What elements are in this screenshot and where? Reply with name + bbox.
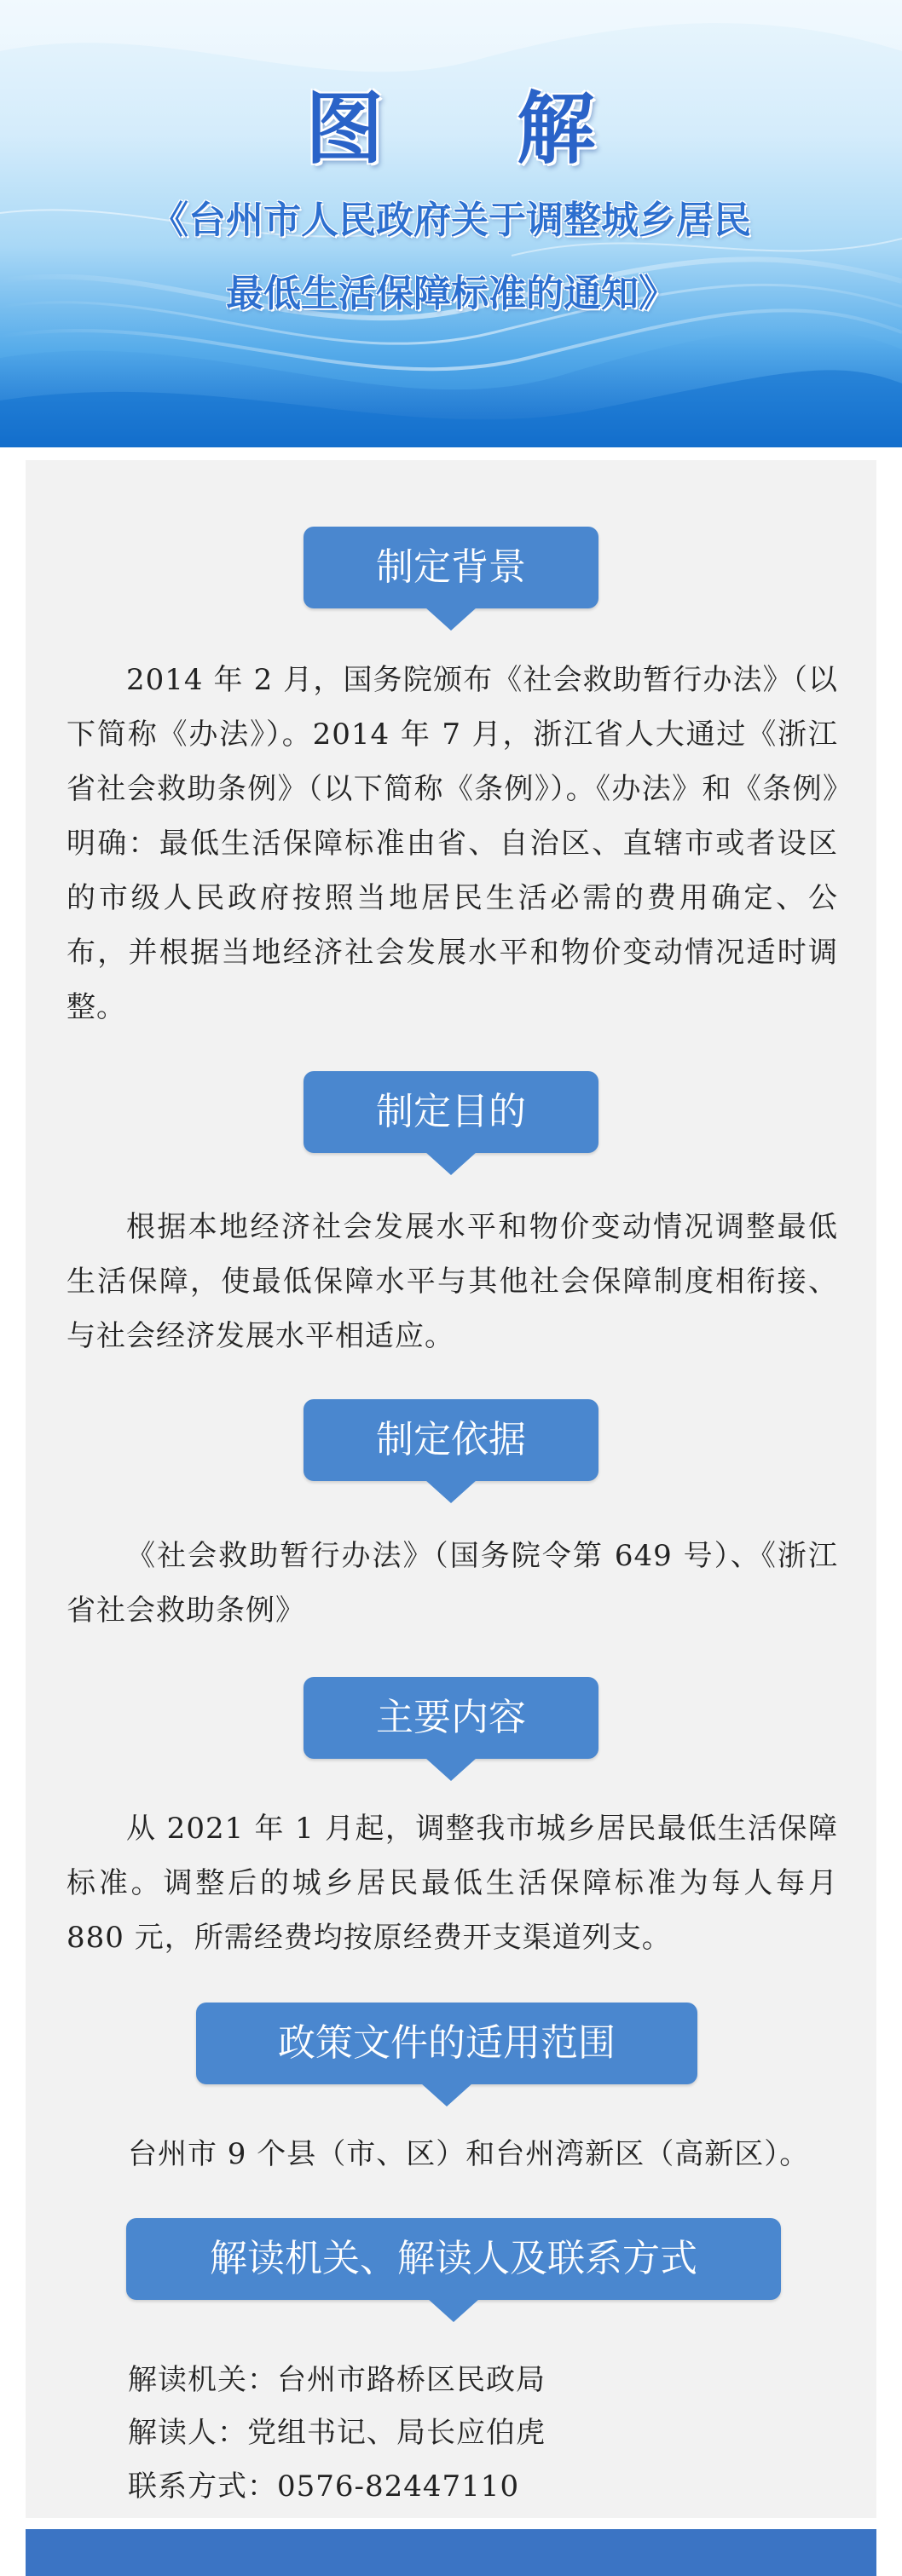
section-text-background: 2014 年 2 月，国务院颁布《社会救助暂行办法》（以下简称《办法》）。2014 年 7 月，浙江省人大通过《浙江省社会救助条例》（以下简称《条例》）。《办法》和《条例》明确：最低生活保障标准由省、自治区、直辖市或者设区的市级人民政府按照当地居民生活必需的费用确定、公布，并根据当地经济社会发展水平和物价变动情况适时调整。 [66,663,838,1024]
section-heading-background: 制定背景 [304,527,598,608]
contact-phone: 联系方式：0576-82447110 [128,2469,520,2504]
section-heading-contact: 解读机关、解读人及联系方式 [126,2218,781,2300]
section-heading-content: 主要内容 [304,1677,598,1759]
section-text-scope: 台州市 9 个县（市、区）和台州湾新区（高新区）。 [128,2137,810,2171]
banner-title: 图 解 [304,84,598,175]
banner-subtitle-line2: 最低生活保障标准的通知》 [226,272,676,315]
contact-person: 解读人：党组书记、局长应伯虎 [128,2416,546,2450]
section-heading-basis: 制定依据 [304,1399,598,1481]
banner-subtitle-line1: 《台州市人民政府关于调整城乡居民 [151,199,751,242]
header-banner [0,0,902,447]
section-text-basis: 《社会救助暂行办法》（国务院令第 649 号）、《浙江省社会救助条例》 [66,1539,838,1628]
contact-agency: 解读机关：台州市路桥区民政局 [128,2363,546,2397]
section-heading-purpose: 制定目的 [304,1071,598,1153]
footer-bar [26,2529,876,2576]
section-heading-scope: 政策文件的适用范围 [196,2003,697,2084]
section-text-purpose: 根据本地经济社会发展水平和物价变动情况调整最低生活保障，使最低保障水平与其他社会保障制度相衔接、与社会经济发展水平相适应。 [66,1210,838,1353]
section-text-content: 从 2021 年 1 月起，调整我市城乡居民最低生活保障标准。调整后的城乡居民最低生活保障标准为每人每月 880 元，所需经费均按原经费开支渠道列支。 [66,1812,838,1955]
